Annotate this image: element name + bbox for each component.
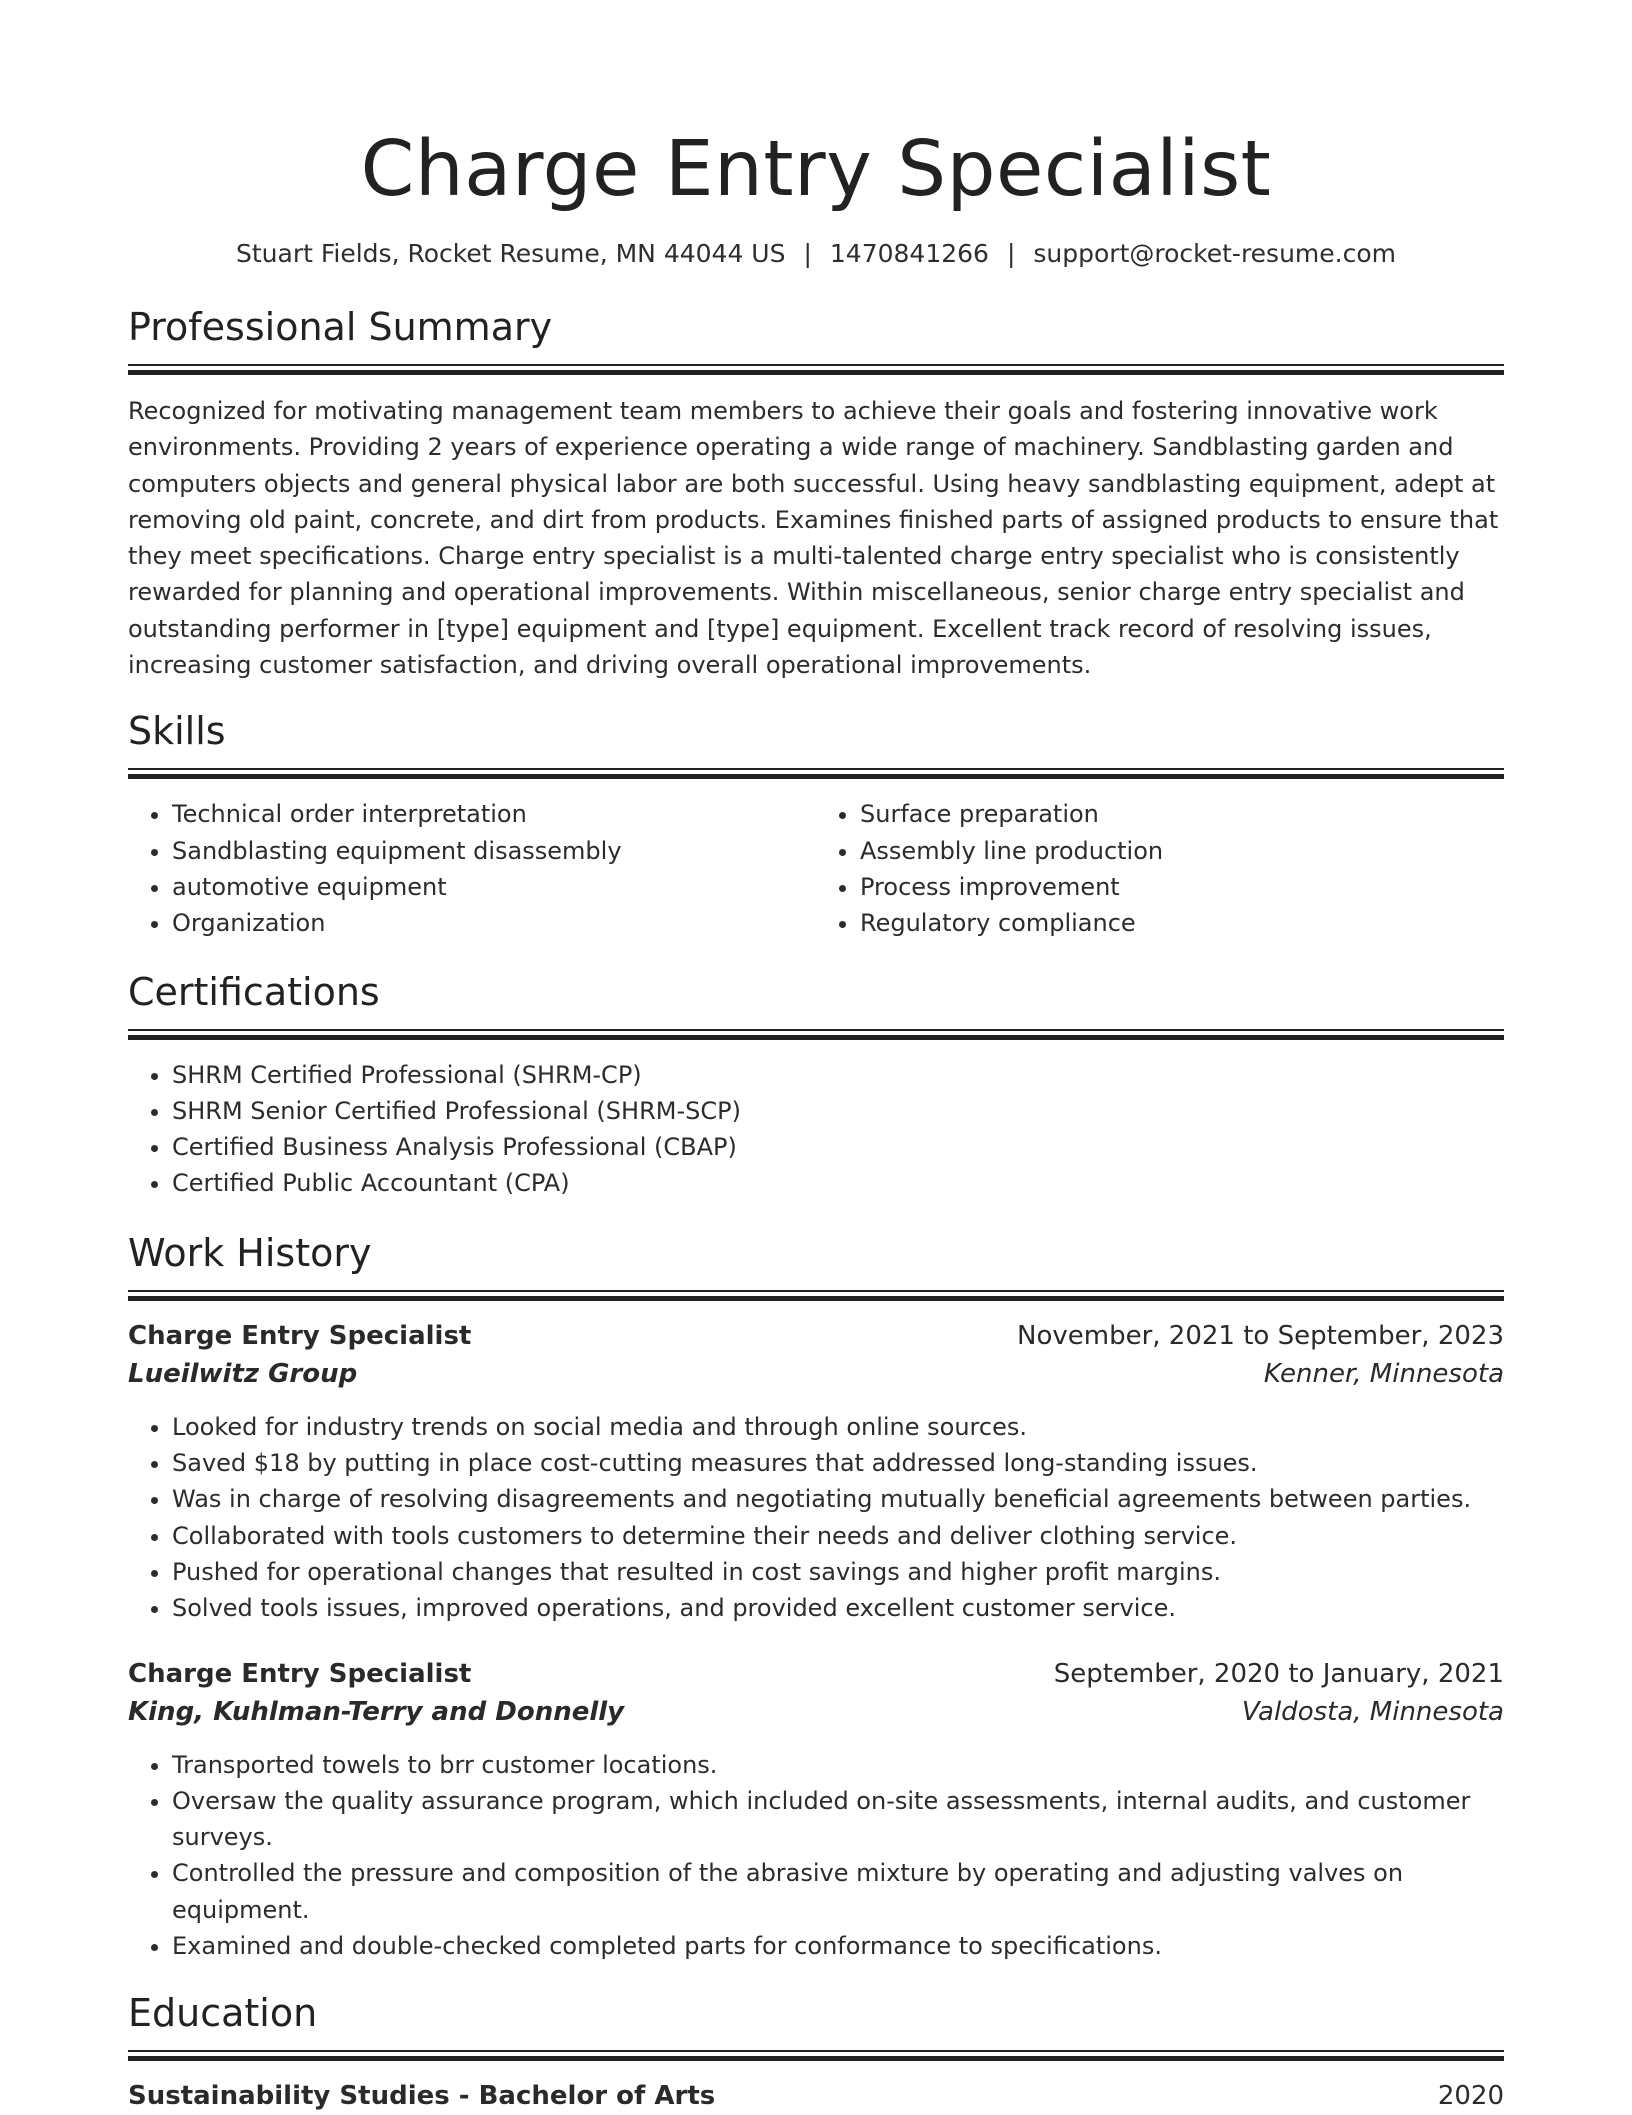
education-year: 2020 — [1437, 2081, 1504, 2112]
job-bullet: • Was in charge of resolving disagreements and negotiating mutually beneficial agreements between parties. — [172, 1481, 1504, 1517]
skill-item: • automotive equipment — [172, 869, 816, 905]
certification-item: • SHRM Senior Certified Professional (SHRM-SCP) — [172, 1093, 1504, 1129]
skill-item: • Process improvement — [860, 869, 1504, 905]
certifications-section — [128, 967, 1504, 1202]
section-divider — [128, 1029, 1504, 1040]
job-location: Kenner, Minnesota — [1263, 1358, 1504, 1389]
skill-item: • Regulatory compliance — [860, 905, 1504, 941]
job-bullets — [128, 1409, 1504, 1627]
job-bullet: • Solved tools issues, improved operations, and provided excellent customer service. — [172, 1590, 1504, 1626]
job-bullets — [128, 1747, 1504, 1965]
skill-item: • Organization — [172, 905, 816, 941]
skill-item: • Sandblasting equipment disassembly — [172, 833, 816, 869]
job-dates: November, 2021 to September, 2023 — [1017, 1320, 1504, 1351]
section-title-certifications: Certifications — [128, 969, 380, 1014]
job-company: Lueilwitz Group — [128, 1358, 358, 1389]
job-title: Charge Entry Specialist — [128, 1658, 472, 1689]
contact-separator: | — [803, 239, 812, 268]
job-bullet: • Transported towels to brr customer locations. — [172, 1747, 1504, 1783]
education-degree: Sustainability Studies - Bachelor of Arts — [128, 2081, 716, 2112]
skills-list-left — [128, 796, 816, 941]
job-subheader — [128, 1355, 1504, 1393]
skills-grid — [128, 796, 1504, 941]
job-company: King, Kuhlman-Terry and Donnelly — [128, 1696, 625, 1727]
education-entry — [128, 2077, 1504, 2115]
job-header — [128, 1655, 1504, 1693]
contact-separator: | — [1006, 239, 1016, 268]
section-title-skills: Skills — [128, 709, 226, 754]
job-bullet: • Controlled the pressure and composition of the abrasive mixture by operating and adjusting valves on equipment. — [172, 1855, 1504, 1928]
skill-item: • Assembly line production — [860, 833, 1504, 869]
job-bullet: • Saved $18 by putting in place cost-cutting measures that addressed long-standing issues. — [172, 1445, 1504, 1481]
contact-phone: 1470841266 — [829, 239, 989, 268]
skill-item: • Technical order interpretation — [172, 796, 816, 832]
contact-email: support@rocket-resume.com — [1033, 239, 1397, 268]
section-title-education: Education — [128, 1991, 318, 2036]
contact-address: Stuart Fields, Rocket Resume, MN 44044 US — [235, 239, 786, 268]
job-bullet: • Looked for industry trends on social media and through online sources. — [172, 1409, 1504, 1445]
section-divider — [128, 364, 1504, 375]
resume-name: Charge Entry Specialist — [360, 125, 1272, 214]
section-title-summary: Professional Summary — [128, 305, 553, 349]
job-entry — [128, 1655, 1504, 1965]
job-subheader — [128, 1693, 1504, 1731]
summary-section — [128, 302, 1504, 683]
skills-section — [128, 706, 1504, 941]
job-location: Valdosta, Minnesota — [1241, 1696, 1504, 1727]
skill-item: • Surface preparation — [860, 796, 1504, 832]
job-bullet: • Pushed for operational changes that resulted in cost savings and higher profit margins. — [172, 1554, 1504, 1590]
work-section — [128, 1228, 1504, 1965]
certification-item: • Certified Business Analysis Professional (CBAP) — [172, 1129, 1504, 1165]
skills-list-right — [816, 796, 1504, 941]
contact-line — [128, 236, 1504, 272]
job-header — [128, 1317, 1504, 1355]
section-divider — [128, 1290, 1504, 1301]
summary-text: Recognized for motivating management team members to achieve their goals and fostering innovative work environments. Providing 2 years of experience operating a wide range of machinery. Sandblasting garden and computers objects and general physical labor are both successful. Using heavy sandblasting equipment, adept at removing old paint, concrete, and dirt from products. Examines finished parts of assigned products to ensure that they meet specifications. Charge entry specialist is a multi-talented charge entry specialist who is consistently rewarded for planning and operational improvements. Within miscellaneous, senior charge entry specialist and outstanding performer in [type] equipment and [type] equipment. Excellent track record of resolving issues, increasing customer satisfaction, and driving overall operational improvements. — [128, 397, 1499, 680]
job-title: Charge Entry Specialist — [128, 1320, 472, 1351]
certifications-list — [128, 1057, 1504, 1202]
certification-item: • SHRM Certified Professional (SHRM-CP) — [172, 1057, 1504, 1093]
job-dates: September, 2020 to January, 2021 — [1053, 1658, 1504, 1689]
job-bullet: • Collaborated with tools customers to determine their needs and deliver clothing service. — [172, 1518, 1504, 1554]
section-divider — [128, 768, 1504, 779]
job-entry — [128, 1317, 1504, 1627]
education-section — [128, 1988, 1504, 2115]
job-bullet: • Examined and double-checked completed parts for conformance to specifications. — [172, 1928, 1504, 1964]
job-bullet: • Oversaw the quality assurance program, which included on-site assessments, internal audits, and customer surveys. — [172, 1783, 1504, 1856]
section-title-work: Work History — [128, 1230, 372, 1275]
certification-item: • Certified Public Accountant (CPA) — [172, 1165, 1504, 1201]
section-divider — [128, 2050, 1504, 2061]
